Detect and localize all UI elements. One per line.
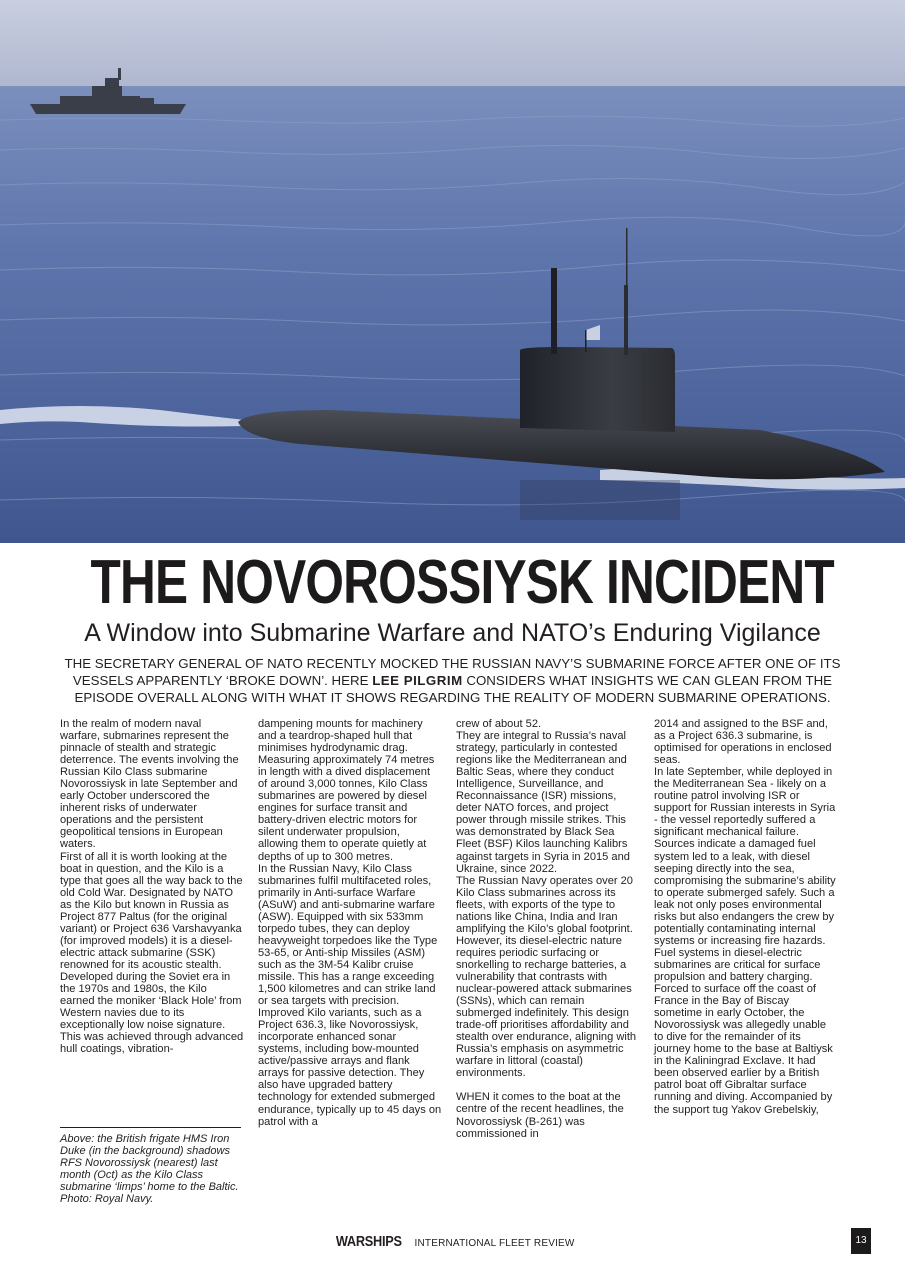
paragraph: In the Russian Navy, Kilo Class submarines fulfil multifaceted roles, primarily in Anti-surface Warfare (ASuW) and anti-submarine warfare (ASW). Equipped with six 533mm torpedo tubes, they can deploy heavyweight torpedoes like the Type 53-65, or Anti-ship Missiles (ASM) such as the 3M-54 Kalibr cruise missile. This has a range exceeding 1,500 kilometres and can strike land or sea targets with precision. [258, 862, 438, 1008]
page-number: 13 [851, 1228, 871, 1254]
article-subtitle: A Window into Submarine Warfare and NATO’s Enduring Vigilance [84, 619, 821, 647]
hero-photo [0, 0, 905, 543]
paragraph: dampening mounts for machinery and a teardrop-shaped hull that minimises hydrodynamic drag. Measuring approximately 74 metres in length with a dived displacement of around 3,000 tonnes, Kilo Class submarines are powered by diesel engines for surface transit and battery-driven electric motors for silent underwater propulsion, allowing them to operate quietly at depths of up to 300 metres. [258, 718, 435, 863]
standfirst-text-after: CONSIDERS WHAT INSIGHTS WE CAN GLEAN FROM THE EPISODE OVERALL ALONG WITH WHAT IT SHOWS REGARDING THE REALITY OF MODERN SUBMARINE OPERATIONS. [74, 673, 833, 705]
standfirst [50, 655, 855, 706]
paragraph: First of all it is worth looking at the boat in question, and the Kilo is a type that goes all the way back to the old Cold War. Designated by NATO as the Kilo but known in Russia as Project 877 Paltus (for the original variant) or Project 636 Varshavyanka (for improved models) it is a diesel-electric attack submarine (SSK) renowned for its acoustic stealth. [60, 850, 243, 971]
paragraph: Improved Kilo variants, such as a Project 636.3, like Novorossiysk, incorporate enhanced sonar systems, including bow-mounted active/passive arrays and flank arrays for passive detection. They also have upgraded battery technology for extended submerged endurance, typically up to 45 days on patrol with a [258, 1007, 442, 1128]
paragraph: They are integral to Russia’s naval strategy, particularly in contested regions like the Mediterranean and Baltic Seas, where they conduct Intelligence, Surveillance, and Reconnaissance (ISR) missions, deter NATO forces, and project power through missile strikes. This was demonstrated by Black Sea Fleet (BSF) Kilos launching Kalibrs against targets in Syria in 2015 and Ukraine, since 2022. [456, 730, 630, 875]
body-column-3 [456, 718, 640, 1140]
article-title: THE NOVOROSSIYSK INCIDENT [90, 548, 834, 617]
paragraph: In late September, while deployed in the Mediterranean Sea - likely on a routine patrol involving ISR or support for Russian interests in Syria - the vessel reportedly suffered a significant mechanical failure. Sources indicate a damaged fuel system led to a leak, with diesel seeping directly into the sea, compromising the submarine’s ability to operate submerged safely. Such a leak not only poses environmental risks but also endangers the crew by potentially contaminating internal systems or increasing fire hazards. Fuel systems in diesel-electric submarines are critical for surface propulsion and battery charging. [654, 766, 836, 983]
standfirst-text-before: THE SECRETARY GENERAL OF NATO RECENTLY MOCKED THE RUSSIAN NAVY’S SUBMARINE FORCE AFTER ONE OF ITS VESSELS APPARENTLY ‘BROKE DOWN’. HERE [64, 656, 841, 688]
paragraph: 2014 and assigned to the BSF and, as a Project 636.3 submarine, is optimised for operations in enclosed seas. [654, 718, 832, 767]
author-name: LEE PILGRIM [372, 673, 463, 688]
paragraph: crew of about 52. [456, 718, 542, 730]
magazine-brand: WARSHIPS [336, 1233, 403, 1250]
body-column-4 [654, 718, 838, 1116]
paragraph: In the realm of modern naval warfare, submarines represent the pinnacle of stealth and strategic deterrence. The events involving the Russian Kilo Class submarine Novorossiysk in late September and early October underscored the inherent risks of underwater operations and the persistent geopolitical tensions in European waters. [60, 718, 239, 851]
paragraph: WHEN it comes to the boat at the centre of the recent headlines, the Novorossiysk (B-261) was commissioned in [456, 1091, 624, 1140]
paragraph: The Russian Navy operates over 20 Kilo Class submarines across its fleets, with exports of the type to nations like China, India and Iran amplifying the Kilo’s global footprint. However, its diesel-electric nature requires periodic surfacing or snorkelling to recharge batteries, a vulnerability that contrasts with nuclear-powered attack submarines (SSNs), which can remain submerged indefinitely. This design trade-off prioritises affordability and stealth over endurance, aligning with Russia’s emphasis on asymmetric warfare in littoral (coastal) environments. [456, 874, 637, 1080]
paragraph: Forced to surface off the coast of France in the Bay of Biscay sometime in early October, the Novorossiysk was allegedly unable to dive for the remainder of its journey home to the base at Baltiysk in the Kaliningrad Exclave. It had been observed earlier by a British patrol boat off Gibraltar surface running and diving. Accompanied by the support tug Yakov Grebelskiy, [654, 983, 833, 1116]
magazine-subtitle: INTERNATIONAL FLEET REVIEW [414, 1238, 575, 1249]
submarine-photo-illustration [0, 0, 905, 543]
caption-divider [60, 1127, 241, 1128]
body-column-2 [258, 718, 442, 1128]
page-footer [0, 1233, 905, 1251]
paragraph: Developed during the Soviet era in the 1970s and 1980s, the Kilo earned the moniker ‘Black Hole’ from Western navies due to its exceptionally low noise signature. This was achieved through advanced hull coatings, vibration- [60, 970, 244, 1056]
body-column-1 [60, 718, 244, 1055]
photo-caption: Above: the British frigate HMS Iron Duke (in the background) shadows RFS Novorossiysk (nearest) last month (Oct) as the Kilo Class submarine ‘limps’ home to the Baltic. Photo: Royal Navy. [60, 1133, 239, 1206]
